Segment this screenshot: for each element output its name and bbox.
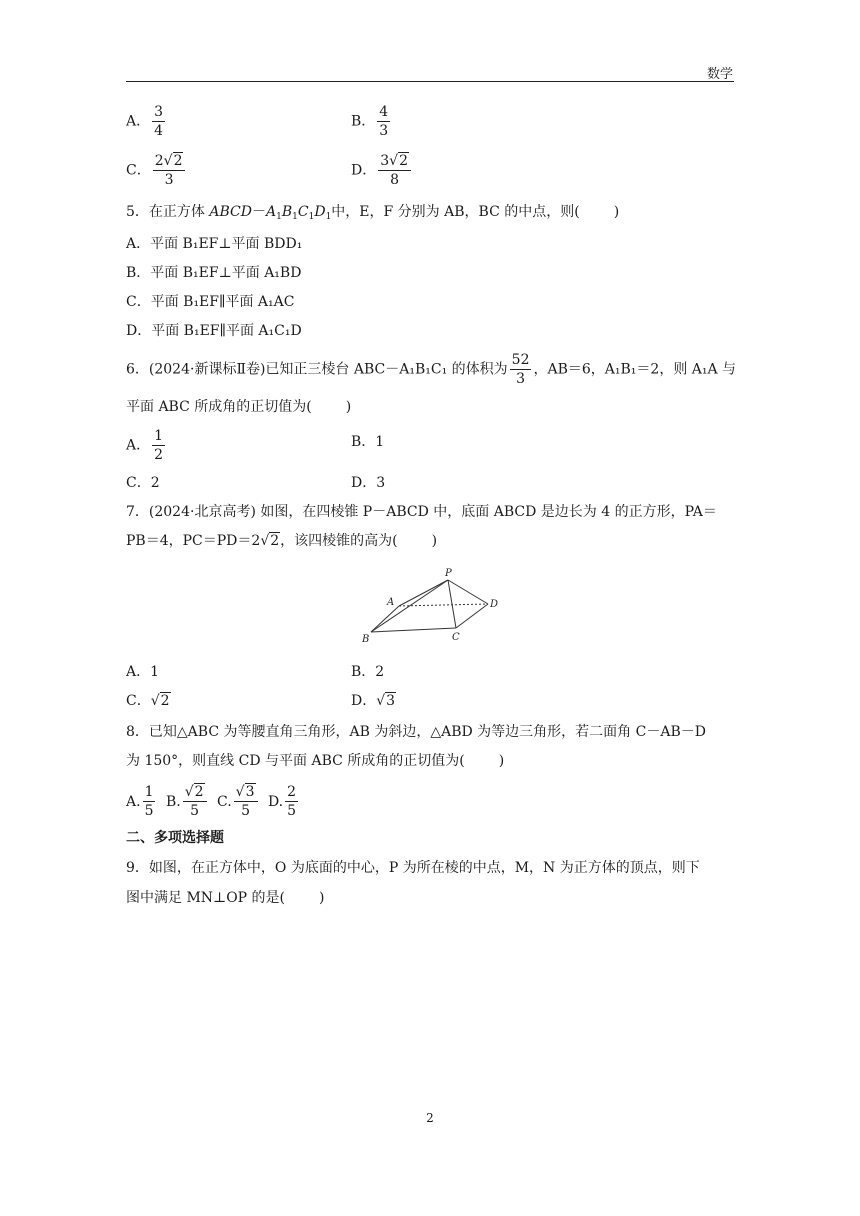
q7-option-a: A．1 bbox=[126, 664, 160, 680]
q6-option-b: B．1 bbox=[351, 434, 385, 450]
q7-option-c: C．√2 bbox=[126, 693, 170, 709]
q5-stem: 5．在正方体 $ABCD-A_1B_1C_1D_1$中，E，F 分别为 AB，BC 的中点，则( ) bbox=[126, 204, 620, 222]
edge-ba bbox=[371, 606, 399, 632]
q9-stem-line2: 图中满足 MN⊥OP 的是( ) bbox=[126, 890, 325, 906]
section-title: 二、多项选择题 bbox=[126, 830, 224, 846]
q7-stem-line2: PB＝4，PC＝PD＝2√2，该四棱锥的高为( ) bbox=[126, 533, 438, 549]
q4-option-c: C． $\frac{2√2}{3}$ bbox=[126, 153, 187, 188]
q7-option-d: D．√3 bbox=[351, 693, 396, 709]
q9-stem-line1: 9．如图，在正方体中，O 为底面的中心，P 为所在棱的中点，M，N 为正方体的顶点，则下 bbox=[126, 860, 700, 876]
q5-option-a: A．平面 B₁EF⊥平面 BDD₁ bbox=[126, 236, 303, 252]
q4-option-b: B． $\frac{4}{3}$ bbox=[351, 104, 389, 140]
q6-option-d: D．3 bbox=[351, 475, 386, 491]
q6-option-a: A． $\frac{1}{2}$ bbox=[126, 428, 164, 464]
edge-pc bbox=[448, 580, 456, 628]
q6-stem-line2: 平面 ABC 所成角的正切值为( ) bbox=[126, 399, 352, 415]
q4-option-a: A． $\frac{3}{4}$ bbox=[126, 104, 164, 140]
q7-stem-line1: 7．(2024·北京高考) 如图，在四棱锥 P－ABCD 中，底面 ABCD 是边长为 4 的正方形，PA＝ bbox=[126, 504, 717, 520]
q6-option-c: C．2 bbox=[126, 475, 160, 491]
q4-option-d: D． $\frac{3√2}{8}$ bbox=[351, 153, 413, 188]
label-a: A bbox=[387, 597, 395, 608]
q8-options bbox=[126, 784, 300, 819]
q8-stem-line1: 8．已知△ABC 为等腰直角三角形，AB 为斜边，△ABD 为等边三角形，若二面角 C－AB－D bbox=[126, 724, 706, 740]
page-number: 2 bbox=[426, 1111, 434, 1125]
q8-option-b: B. $\frac{√2}{5}$ bbox=[166, 794, 209, 810]
header-subject: 数学 bbox=[706, 67, 733, 82]
label-c: C bbox=[452, 632, 460, 643]
q5-option-d: D．平面 B₁EF∥平面 A₁C₁D bbox=[126, 323, 302, 339]
header-rule bbox=[126, 81, 734, 82]
q5-option-b: B．平面 B₁EF⊥平面 A₁BD bbox=[126, 265, 302, 281]
q5-option-c: C．平面 B₁EF∥平面 A₁AC bbox=[126, 294, 295, 310]
q7-option-b: B．2 bbox=[351, 664, 385, 680]
q8-option-d: D. $\frac{2}{5}$ bbox=[267, 784, 297, 820]
edge-cd bbox=[456, 604, 488, 628]
edge-pb bbox=[371, 580, 448, 632]
edge-pd bbox=[448, 580, 488, 604]
label-b: B bbox=[362, 634, 370, 645]
label-d: D bbox=[490, 599, 499, 610]
q6-stem-line1: 6．(2024·新课标Ⅱ卷)已知正三棱台 ABC－A₁B₁C₁ 的体积为 $\frac{52}{3}$ ，AB＝6，A₁B₁＝2，则 A₁A 与 bbox=[126, 352, 737, 388]
q8-stem-line2: 为 150°，则直线 CD 与平面 ABC 所成角的正切值为( ) bbox=[126, 753, 505, 769]
edge-bc bbox=[371, 628, 456, 632]
q7-pyramid-figure bbox=[356, 566, 506, 648]
q8-option-a: A. $\frac{1}{5}$ bbox=[126, 784, 154, 820]
edge-pa bbox=[399, 580, 448, 606]
q8-option-c: C. $\frac{√3}{5}$ bbox=[217, 794, 260, 810]
label-p: P bbox=[445, 568, 452, 579]
